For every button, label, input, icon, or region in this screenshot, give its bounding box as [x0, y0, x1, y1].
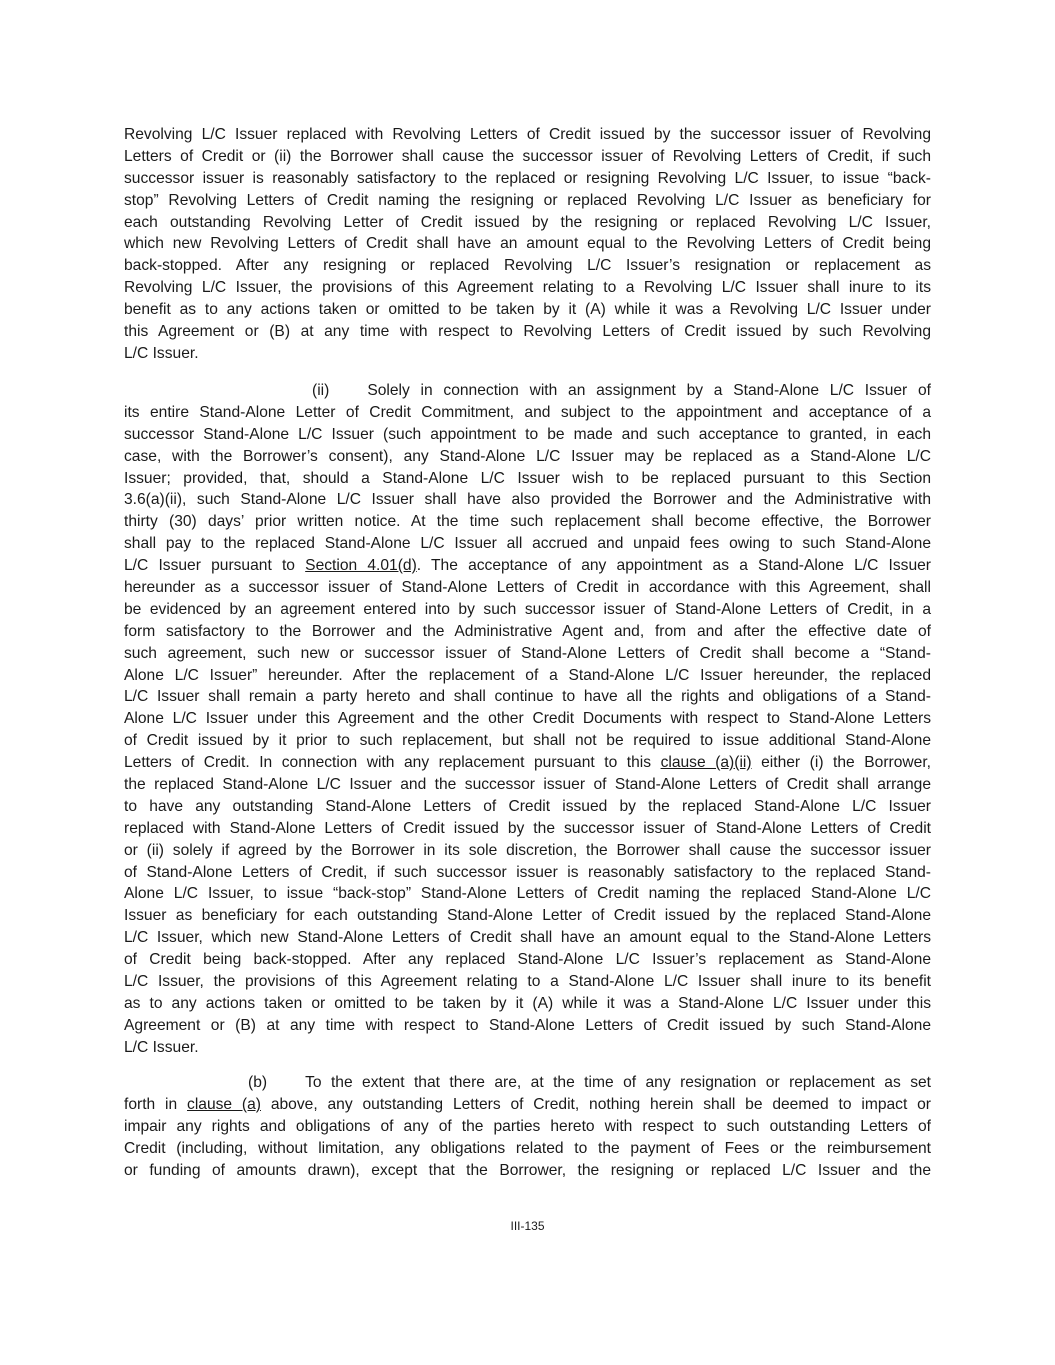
- text-line: Agreement or (B) at any time with respect to Stand-Alone Letters of Credit issued by such Stand-Alone: [124, 1016, 931, 1034]
- text-line: Alone L/C Issuer under this Agreement and the other Credit Documents with respect to Stand-Alone Letters: [124, 710, 931, 728]
- text-line: Letters of Credit or (ii) the Borrower shall cause the successor issuer of Revolving Letters of Credit, if such: [124, 147, 931, 165]
- text-line: thirty (30) days’ prior written notice. At the time such replacement shall become effective, the Borrower: [124, 513, 931, 531]
- text-line: L/C Issuer, which new Stand-Alone Letters of Credit shall have an amount equal to the Stand-Alone Letters: [124, 929, 931, 947]
- text-line: shall pay to the replaced Stand-Alone L/C Issuer all accrued and unpaid fees owing to such Stand-Alone: [124, 535, 931, 553]
- clause-a-ii-reference: clause (a)(ii): [660, 754, 752, 772]
- paragraph-stand-alone-lc-replacement: [124, 380, 931, 1059]
- text-line: successor issuer is reasonably satisfactory to the replaced or resigning Revolving L/C Issuer, to issue “back-: [124, 169, 931, 187]
- text-line: of Stand-Alone Letters of Credit, if such successor issuer is reasonably satisfactory to the replaced Stand-: [124, 863, 931, 881]
- text-line: successor Stand-Alone L/C Issuer (such appointment to be made and such acceptance to granted, in each: [124, 425, 931, 443]
- text-line: be evidenced by an agreement entered into by such successor issuer of Stand-Alone Letters of Credit, in a: [124, 600, 931, 618]
- text-line: benefit as to any actions taken or omitted to be taken by it (A) while it was a Revolving L/C Issuer under: [124, 301, 931, 319]
- text-line: form satisfactory to the Borrower and the Administrative Agent and, from and after the effective date of: [124, 622, 931, 640]
- text-line: this Agreement or (B) at any time with respect to Revolving Letters of Credit issued by such Revolving: [124, 323, 931, 341]
- text-line: of Credit being back-stopped. After any replaced Stand-Alone L/C Issuer’s replacement as Stand-Alone: [124, 951, 931, 969]
- text-line: forth in clause (a) above, any outstanding Letters of Credit, nothing herein shall be deemed to impact or: [124, 1095, 931, 1113]
- text-line: L/C Issuer shall remain a party hereto and shall continue to have all the rights and obligations of a Stand-: [124, 688, 931, 706]
- text-line: 3.6(a)(ii), such Stand-Alone L/C Issuer shall have also provided the Borrower and the Administrative with: [124, 491, 931, 509]
- text-line: Revolving L/C Issuer replaced with Revolving Letters of Credit issued by the successor issuer of Revolving: [124, 126, 931, 143]
- text-line: back-stopped. After any resigning or replaced Revolving L/C Issuer’s resignation or replacement as: [124, 257, 931, 275]
- text-line: Alone L/C Issuer” hereunder. After the replacement of a Stand-Alone L/C Issuer hereunder, the replaced: [124, 666, 931, 684]
- text-line: replaced with Stand-Alone Letters of Credit issued by the successor issuer of Stand-Alone Letters of Credit: [124, 819, 931, 837]
- text-line: case, with the Borrower’s consent), any Stand-Alone L/C Issuer may be replaced as a Stand-Alone L/C: [124, 447, 931, 465]
- text-line: or funding of amounts drawn), except that the Borrower, the resigning or replaced L/C Issuer and the: [124, 1161, 931, 1179]
- clause-a-reference: clause (a): [187, 1095, 261, 1113]
- text-line: such agreement, such new or successor issuer of Stand-Alone Letters of Credit shall become a “Stand-: [124, 644, 931, 662]
- text-line: Alone L/C Issuer, to issue “back-stop” Stand-Alone Letters of Credit naming the replaced Stand-Alone L/C: [124, 885, 931, 903]
- section-marker: (b): [248, 1074, 268, 1091]
- text-line: which new Revolving Letters of Credit shall have an amount equal to the Revolving Letters of Credit being: [124, 235, 931, 253]
- section-marker: (ii): [312, 382, 330, 399]
- text-line: Issuer; provided, that, should a Stand-Alone L/C Issuer wish to be replaced pursuant to this Section: [124, 469, 931, 487]
- text-line: Revolving L/C Issuer, the provisions of this Agreement relating to a Revolving L/C Issuer shall inure to its: [124, 279, 931, 297]
- text-line: of Credit issued by it prior to such replacement, but shall not be required to issue additional Stand-Alone: [124, 732, 931, 750]
- section-4-01-d-reference: Section 4.01(d): [305, 557, 417, 575]
- text-line: stop” Revolving Letters of Credit naming the resigning or replaced Revolving L/C Issuer as beneficiary for: [124, 191, 931, 209]
- text-line: L/C Issuer, the provisions of this Agreement relating to a Stand-Alone L/C Issuer shall inure to its benefit: [124, 973, 931, 991]
- text-line: (b) To the extent that there are, at the time of any resignation or replacement as set: [248, 1074, 931, 1091]
- text-line: the replaced Stand-Alone L/C Issuer and the successor issuer of Stand-Alone Letters of Credit shall arrange: [124, 776, 931, 794]
- text-line: (ii) Solely in connection with an assignment by a Stand-Alone L/C Issuer of: [312, 382, 931, 399]
- page-number: III-135: [510, 1219, 545, 1233]
- text-line: hereunder as a successor issuer of Stand-Alone Letters of Credit in accordance with this Agreement, shall: [124, 579, 931, 597]
- text-line: Letters of Credit. In connection with any replacement pursuant to this clause (a)(ii) either (i) the Borrower,: [124, 754, 931, 772]
- text-line: its entire Stand-Alone Letter of Credit Commitment, and subject to the appointment and acceptance of a: [124, 403, 931, 421]
- text-line: impair any rights and obligations of any of the parties hereto with respect to such outstanding Letters of: [124, 1117, 931, 1135]
- text-line: L/C Issuer.: [124, 1038, 199, 1056]
- text-line: L/C Issuer.: [124, 344, 199, 362]
- paragraph-revolving-lc-replacement: [124, 124, 931, 365]
- text-line: or (ii) solely if agreed by the Borrower in its sole discretion, the Borrower shall cause the successor issuer: [124, 841, 931, 859]
- text-line: as to any actions taken or omitted to be taken by it (A) while it was a Stand-Alone L/C Issuer under this: [124, 994, 931, 1012]
- text-line: to have any outstanding Stand-Alone Letters of Credit issued by the replaced Stand-Alone L/C Issuer: [124, 797, 931, 815]
- paragraph-outstanding-letters-of-credit: [124, 1072, 931, 1181]
- text-line: Issuer as beneficiary for each outstanding Stand-Alone Letter of Credit issued by the replaced Stand-Alone: [124, 907, 931, 925]
- text-line: Credit (including, without limitation, any obligations related to the payment of Fees or the reimbursement: [124, 1139, 931, 1157]
- text-line: each outstanding Revolving Letter of Credit issued by the resigning or replaced Revolving L/C Issuer,: [124, 213, 931, 231]
- text-line: L/C Issuer pursuant to Section 4.01(d). The acceptance of any appointment as a Stand-Alone L/C Issuer: [124, 557, 931, 575]
